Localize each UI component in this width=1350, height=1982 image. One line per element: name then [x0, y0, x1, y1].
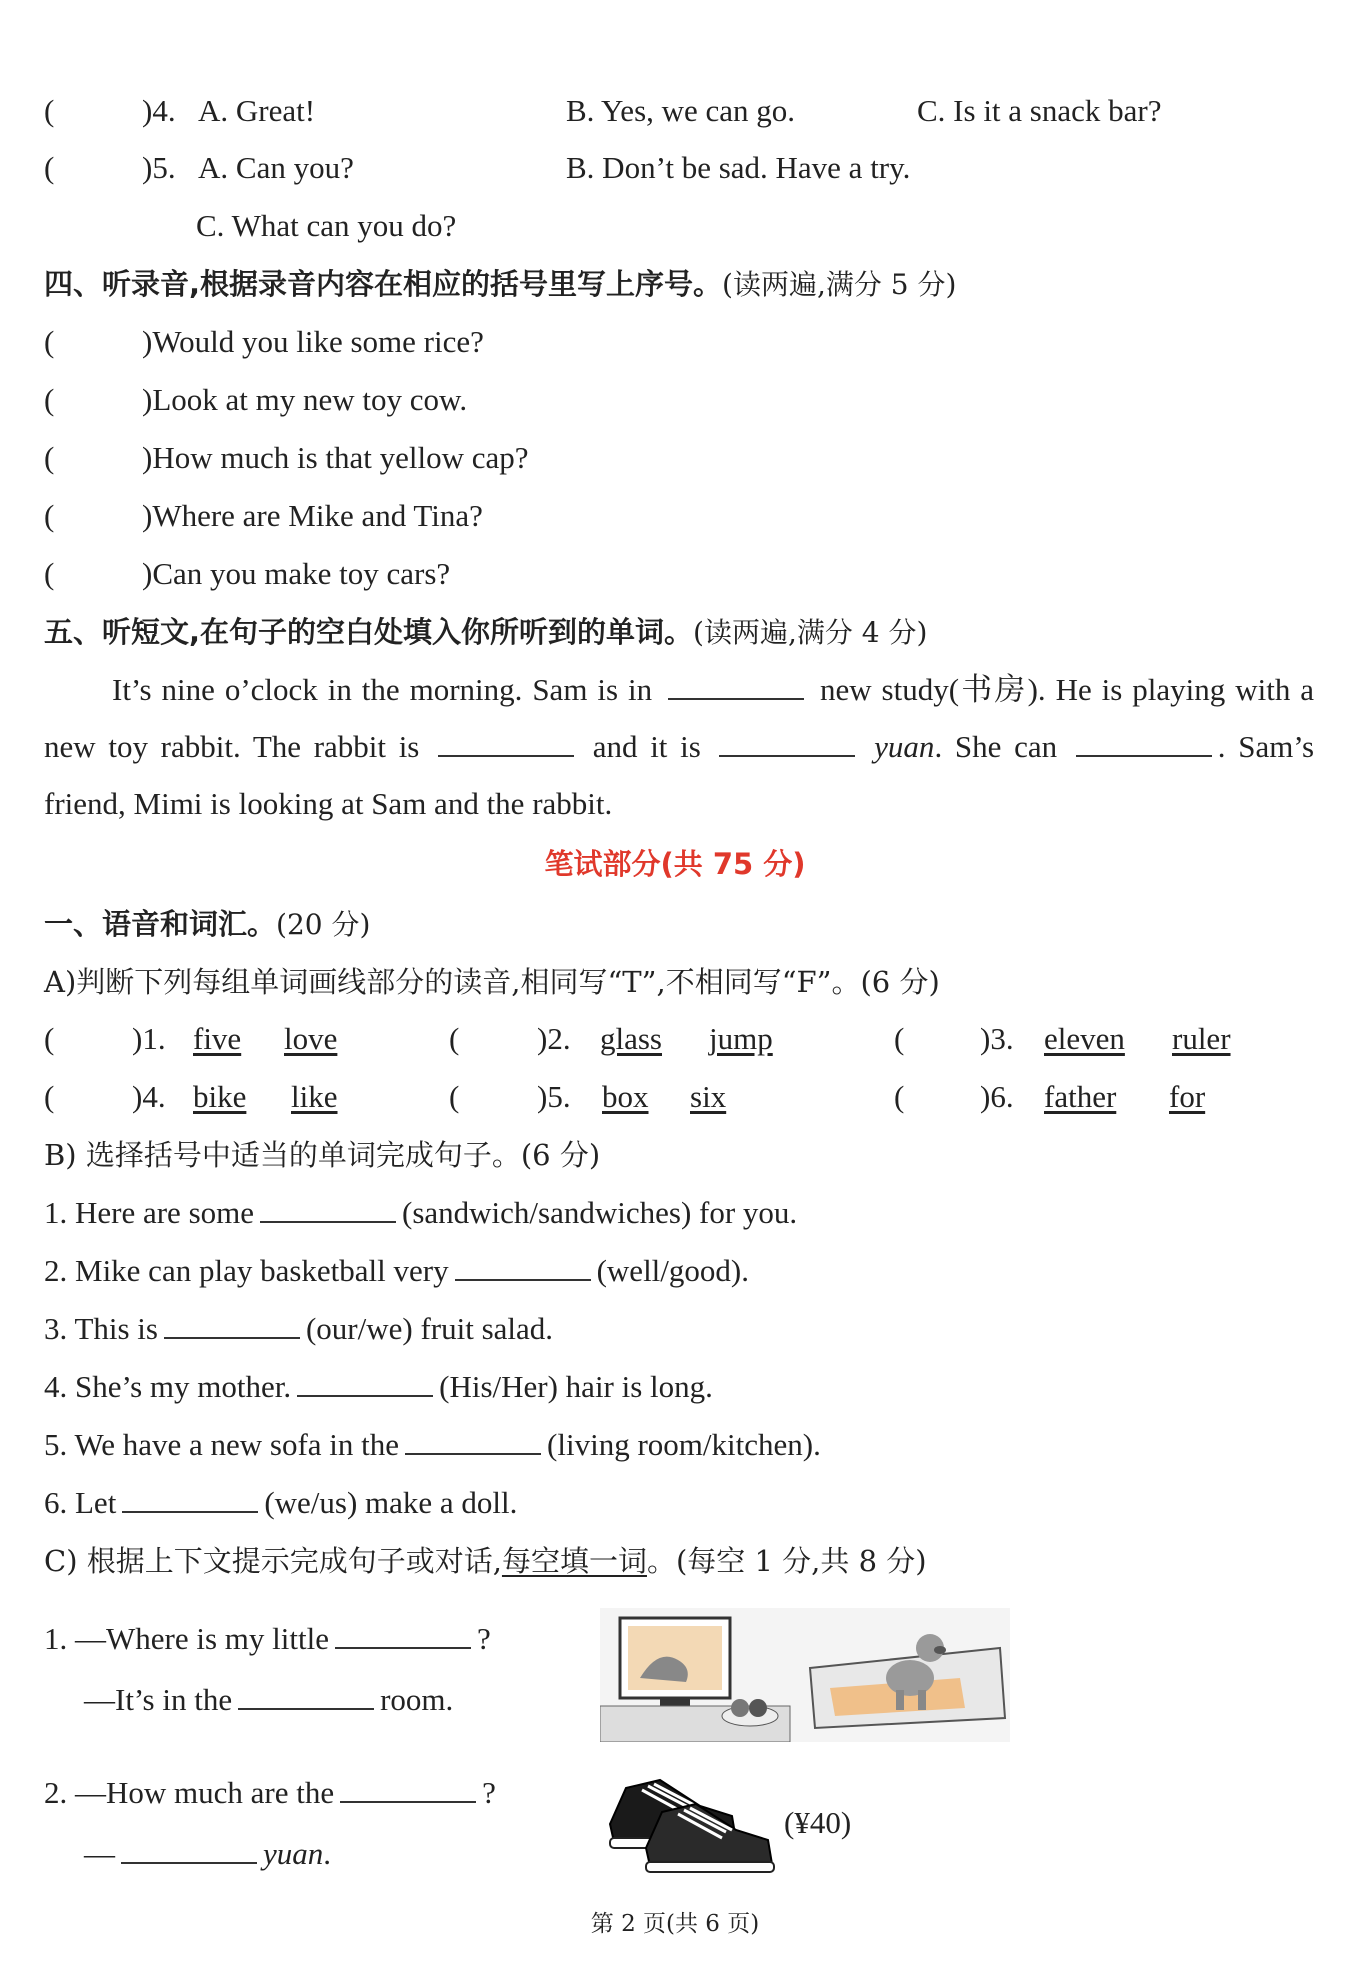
page-number: 第 2 页(共 6 页)	[590, 1911, 760, 1937]
c2-answer: — yuan.	[84, 1836, 332, 1871]
q4-option-c: C. Is it a snack bar?	[917, 93, 1162, 128]
answer-blank[interactable]	[668, 672, 804, 700]
answer-blank[interactable]	[438, 729, 574, 757]
list-item: 1. Here are some (sandwich/sandwiches) for you.	[44, 1195, 798, 1230]
sneaker-icon	[646, 1804, 774, 1872]
q4-num: )4.	[142, 93, 176, 128]
list-item: 5. We have a new sofa in the (living room/kitchen).	[44, 1427, 821, 1462]
w1-b-instruction: B) 选择括号中适当的单词完成句子。(6 分)	[44, 1138, 601, 1172]
answer-blank[interactable]	[122, 1485, 258, 1513]
c2-question: 2. —How much are the ?	[44, 1775, 496, 1810]
answer-blank[interactable]	[164, 1311, 300, 1339]
answer-blank[interactable]	[340, 1775, 476, 1803]
q5-option-b: B. Don’t be sad. Have a try.	[566, 150, 911, 185]
answer-blank[interactable]	[719, 729, 855, 757]
answer-blank[interactable]	[335, 1621, 471, 1649]
answer-blank[interactable]	[238, 1682, 374, 1710]
q5-option-c: C. What can you do?	[196, 208, 457, 243]
list-item: 6. Let (we/us) make a doll.	[44, 1485, 518, 1520]
worksheet-page: ( )4. A. Great! B. Yes, we can go. C. Is it a snack bar? ( )5. A. Can you? B. Don’t be sad. Have a try. C. What can you do? 四、听录音,根据录音内容在相应的括号里写上序号。(读两遍,满分 5 分) ( )Would you like some rice? ( )Look at my new toy cow. ( )How much is that yellow cap? ( )Where are Mike and Tina? ( )Can you make toy cars? 五、听短文,在句子的空白处填入你所听到的单词。(读两遍,满分 4 分) It’s nine o’clock in the morning. Sam is in new study(书房). He is playing with a new toy rabbit. The rabbit is and it is yuan. She can . Sam’s friend, Mimi is looking at Sam and the rabbit. 笔试部分(共 75 分) 一、语音和词汇。(20 分) A)判断下列每组单词画线部分的读音,相同写“T”,不相同写“F”。(6 分) ( )1. five love ( )2. glass jump ( )3. eleven ruler ( )4. bike like ( )5. box six ( )6. father for B) 选择括号中适当的单词完成句子。(6 分) 1. Here are some (sandwich/sandwiches) for you. 2. Mike can play basketball very (well/good). 3. This is (our/we) fruit salad. 4. She’s my mother. (His/Her) hair is long. 5. We have a new sofa in the (living room/kitchen). 6. Let (we/us) make a doll. C) 根据上下文提示完成句子或对话,每空填一词。(每空 1 分,共 8 分) 1. —Where is my little ? —It’s in the room. 2. —How much are the ? — yuan. (¥40) 第 2 页(共 6 页)	[0, 0, 1350, 1982]
w1-c-instruction: C) 根据上下文提示完成句子或对话,每空填一词。(每空 1 分,共 8 分)	[44, 1544, 927, 1578]
list-item: ( )How much is that yellow cap?	[44, 440, 529, 475]
c1-answer: —It’s in the room.	[84, 1682, 454, 1717]
list-item: 3. This is (our/we) fruit salad.	[44, 1311, 554, 1346]
part5-passage: It’s nine o’clock in the morning. Sam is in new study(书房). He is playing with a new toy rabbit. The rabbit is and it is yuan. She can . Sam’s friend, Mimi is looking at Sam and the rabbit.	[44, 672, 1315, 821]
written-section-title: 笔试部分(共 75 分)	[544, 847, 806, 881]
answer-blank[interactable]	[1076, 729, 1212, 757]
list-item: ( )Would you like some rice?	[44, 324, 484, 359]
w1-heading: 一、语音和词汇。(20 分)	[44, 907, 371, 941]
list-item: ( )Where are Mike and Tina?	[44, 498, 483, 533]
list-item: 2. Mike can play basketball very (well/good).	[44, 1253, 749, 1288]
answer-blank[interactable]	[405, 1427, 541, 1455]
tv-icon	[620, 1618, 730, 1706]
q5-option-a: A. Can you?	[198, 150, 354, 185]
shoes-price: (¥40)	[784, 1805, 852, 1840]
shoes-illustration	[600, 1750, 780, 1878]
part4-heading: 四、听录音,根据录音内容在相应的括号里写上序号。(读两遍,满分 5 分)	[44, 267, 957, 301]
q4-option-a: A. Great!	[198, 93, 316, 128]
q5-row: ( )5. A. Can you? B. Don’t be sad. Have a try.	[44, 148, 176, 188]
answer-blank[interactable]	[455, 1253, 591, 1281]
part5-heading: 五、听短文,在句子的空白处填入你所听到的单词。(读两遍,满分 4 分)	[44, 615, 928, 649]
living-room-illustration	[600, 1608, 1010, 1742]
w1-a-instruction: A)判断下列每组单词画线部分的读音,相同写“T”,不相同写“F”。(6 分)	[44, 965, 940, 999]
q5-num: )5.	[142, 150, 176, 185]
list-item: 4. She’s my mother. (His/Her) hair is long.	[44, 1369, 713, 1404]
c1-question: 1. —Where is my little ?	[44, 1621, 491, 1656]
list-item: ( )Look at my new toy cow.	[44, 382, 468, 417]
q4-option-b: B. Yes, we can go.	[566, 93, 796, 128]
answer-blank[interactable]	[121, 1836, 257, 1864]
list-item: ( )Can you make toy cars?	[44, 556, 451, 591]
answer-blank[interactable]	[297, 1369, 433, 1397]
answer-blank[interactable]	[260, 1195, 396, 1223]
q4-row: ( )4. A. Great! B. Yes, we can go. C. Is it a snack bar?	[44, 91, 176, 131]
